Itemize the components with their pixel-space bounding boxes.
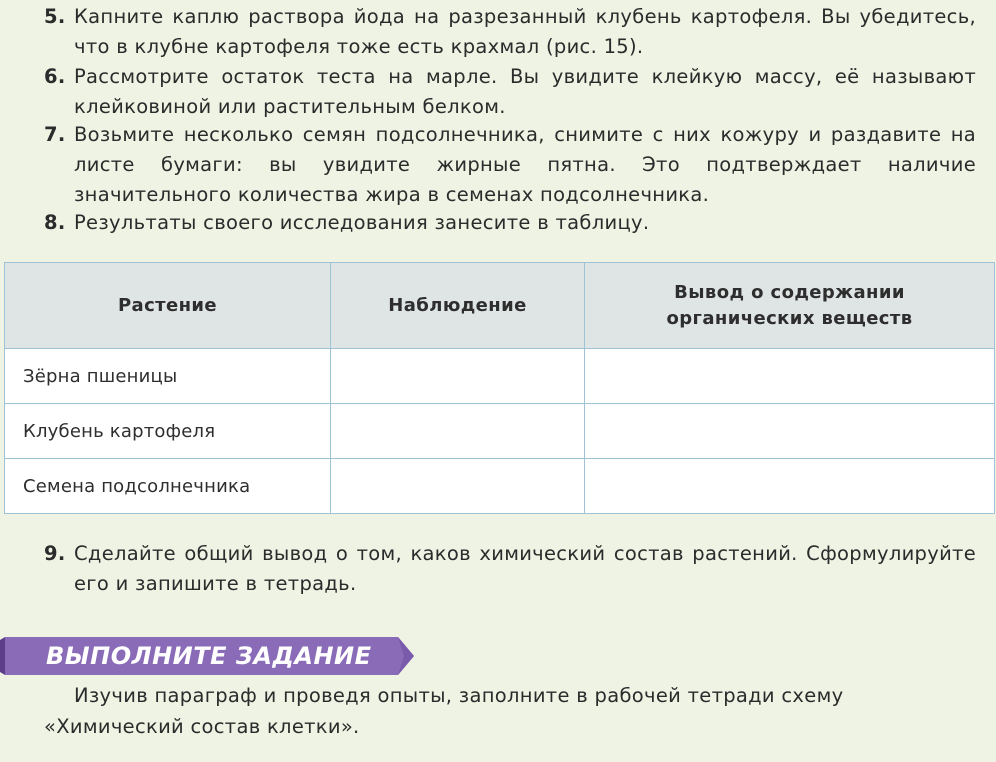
step-text: Результаты своего исследования занесите в таблицу. bbox=[74, 211, 650, 234]
header-plant: Растение bbox=[5, 263, 331, 349]
step-number: 9. bbox=[44, 542, 66, 565]
step-number: 7. bbox=[44, 123, 66, 146]
step-number: 5. bbox=[44, 5, 66, 28]
header-observation: Наблюдение bbox=[331, 263, 585, 349]
step-7 bbox=[44, 120, 976, 210]
task-text-block bbox=[44, 680, 976, 742]
step-8 bbox=[44, 208, 976, 238]
step-5 bbox=[44, 2, 976, 62]
task-text: Изучив параграф и проведя опыты, заполните в рабочей тетради схему «Химический состав клетки». bbox=[44, 684, 844, 738]
table-row bbox=[5, 349, 995, 404]
cell-conclusion bbox=[585, 404, 995, 459]
cell-plant: Зёрна пшеницы bbox=[5, 349, 331, 404]
task-title: ВЫПОЛНИТЕ ЗАДАНИЕ bbox=[46, 642, 372, 670]
table-header-row bbox=[5, 263, 995, 349]
step-9 bbox=[44, 539, 976, 599]
step-number: 8. bbox=[44, 211, 66, 234]
step-text: Капните каплю раствора йода на разрезанный клубень картофеля. Вы убедитесь, что в клубне картофеля тоже есть крахмал (рис. 15). bbox=[74, 5, 976, 58]
cell-observation bbox=[331, 349, 585, 404]
cell-plant: Семена подсолнечника bbox=[5, 459, 331, 514]
step-text: Рассмотрите остаток теста на марле. Вы увидите клейкую массу, её называют клейковиной или растительным белком. bbox=[74, 65, 976, 118]
step-6 bbox=[44, 62, 976, 122]
results-table bbox=[4, 262, 994, 514]
cell-plant: Клубень картофеля bbox=[5, 404, 331, 459]
cell-observation bbox=[331, 404, 585, 459]
step-text: Сделайте общий вывод о том, каков химический состав растений. Сформулируйте его и запишите в тетрадь. bbox=[74, 542, 976, 595]
cell-observation bbox=[331, 459, 585, 514]
task-banner bbox=[0, 637, 420, 675]
cell-conclusion bbox=[585, 349, 995, 404]
table-row bbox=[5, 459, 995, 514]
step-number: 6. bbox=[44, 65, 66, 88]
cell-conclusion bbox=[585, 459, 995, 514]
step-text: Возьмите несколько семян подсолнечника, снимите с них кожуру и раздавите на листе бумаги: вы увидите жирные пятна. Это подтверждает наличие значительного количества жира в семенах подсолнечника. bbox=[74, 123, 976, 206]
table-row bbox=[5, 404, 995, 459]
header-conclusion: Вывод о содержании органических веществ bbox=[585, 263, 995, 349]
